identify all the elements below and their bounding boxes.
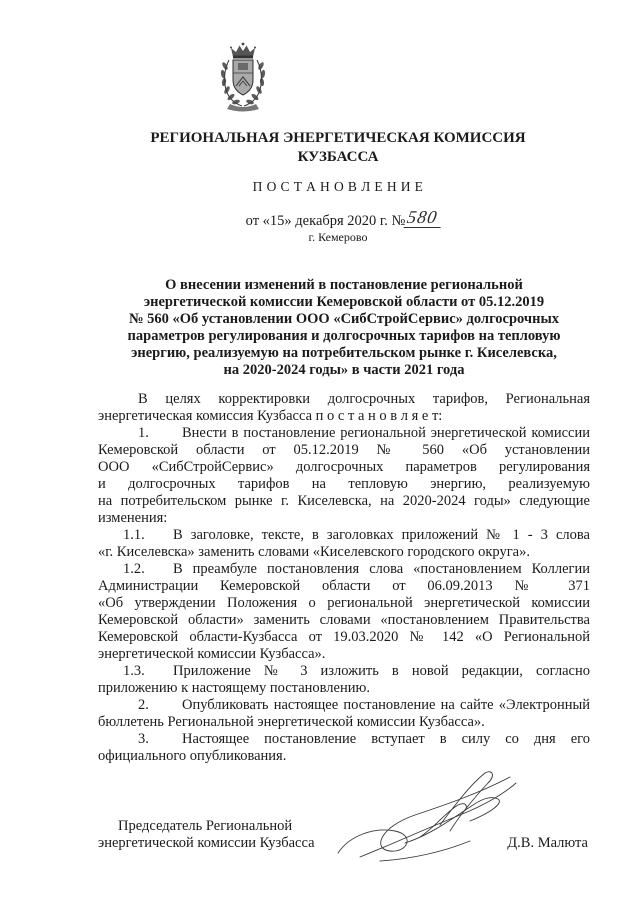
line-text: Приложение № 3 изложить в новой редакции, согласно: [173, 663, 590, 679]
line-text: В преамбуле постановления слова «постановлением Коллегии: [173, 561, 590, 577]
item-number: 2.: [138, 697, 149, 713]
paragraph-line: бюллетень Региональной энергетической комиссии Кузбасса».: [98, 714, 485, 730]
paragraph-first-line: [98, 561, 590, 578]
document-date: от «15» декабря 2020 г. №: [245, 213, 406, 229]
paragraph-line: Кемеровской области-Кузбасса от 19.03.2020 № 142 «О Региональной: [98, 629, 590, 645]
paragraph-line: Администрации Кемеровской области от 06.09.2013 № 371: [98, 578, 590, 594]
item-number: 3.: [138, 731, 149, 747]
paragraph-line: изменения:: [98, 510, 168, 526]
organization-name: [98, 129, 578, 167]
paragraph-first-line: [98, 731, 590, 748]
document-type: П О С Т А Н О В Л Е Н И Е: [252, 179, 424, 194]
paragraph-first-line: [98, 425, 590, 442]
paragraph-first-line: [98, 527, 590, 544]
paragraph-line: «Об утверждении Положения о региональной энергетической комиссии: [98, 595, 590, 611]
paragraph-line: В целях корректировки долгосрочных тарифов, Региональная: [138, 391, 590, 407]
paragraph-first-line: [98, 697, 590, 714]
heading-line: параметров регулирования и долгосрочных тарифов на тепловую: [127, 328, 561, 344]
paragraph-line: приложению к настоящему постановлению.: [98, 680, 370, 696]
signatory-position-line: Председатель Региональной: [118, 818, 293, 834]
signatory-position-line: энергетической комиссии Кузбасса: [98, 835, 315, 851]
paragraph-line: энергетическая комиссия Кузбасса п о с т а н о в л я е т:: [98, 408, 443, 424]
paragraph-line: «г. Киселевска» заменить словами «Киселевского городского округа».: [98, 544, 530, 560]
item-number: 1.: [138, 425, 149, 441]
paragraph-line: Кемеровской области от 05.12.2019 № 560 «Об установлении: [98, 442, 590, 458]
paragraph-line: и долгосрочных тарифов на тепловую энергию, реализуемую: [98, 476, 590, 492]
organization-name-line: КУЗБАССА: [297, 149, 379, 165]
handwritten-signature: [320, 765, 520, 865]
paragraph-line: официального опубликования.: [98, 748, 287, 764]
line-text: Внести в постановление региональной энергетической комиссии: [182, 425, 590, 441]
heading-line: О внесении изменений в постановление региональной: [165, 277, 523, 293]
coat-of-arms-emblem: [214, 42, 272, 112]
heading-line: энергию, реализуемую на потребительском рынке г. Киселевска,: [131, 345, 557, 361]
heading-line: энергетической комиссии Кемеровской области от 05.12.2019: [143, 294, 545, 310]
item-number: 1.3.: [123, 663, 145, 679]
signatory-name: Д.В. Малюта: [507, 835, 588, 851]
paragraph-line: энергетической комиссии Кузбасса».: [98, 646, 326, 662]
paragraph-line: ООО «СибСтройСервис» долгосрочных параметров регулирования: [98, 459, 590, 475]
document-city: г. Кемерово: [308, 230, 368, 244]
line-text: Настоящее постановление вступает в силу со дня его: [182, 731, 590, 747]
line-text: В заголовке, тексте, в заголовках приложений № 1 - 3 слова: [173, 527, 590, 543]
document-heading: [98, 277, 590, 379]
paragraph-first-line: [98, 663, 590, 680]
paragraph-line: Кемеровской области» заменить словами «постановлением Правительства: [98, 612, 590, 628]
document-number-handwritten: 580: [404, 207, 445, 228]
document-body: [98, 391, 590, 765]
line-text: Опубликовать настоящее постановление на сайте «Электронный: [182, 697, 590, 713]
date-and-number: [98, 209, 590, 231]
item-number: 1.1.: [123, 527, 145, 543]
heading-line: на 2020-2024 годы» в части 2021 года: [223, 362, 465, 378]
organization-name-line: РЕГИОНАЛЬНАЯ ЭНЕРГЕТИЧЕСКАЯ КОМИССИЯ: [150, 130, 526, 146]
heading-line: № 560 «Об установлении ООО «СибСтройСервис» долгосрочных: [128, 311, 560, 327]
item-number: 1.2.: [123, 561, 145, 577]
paragraph-line: на потребительском рынке г. Киселевска, на 2020-2024 годы» следующие: [98, 493, 590, 509]
